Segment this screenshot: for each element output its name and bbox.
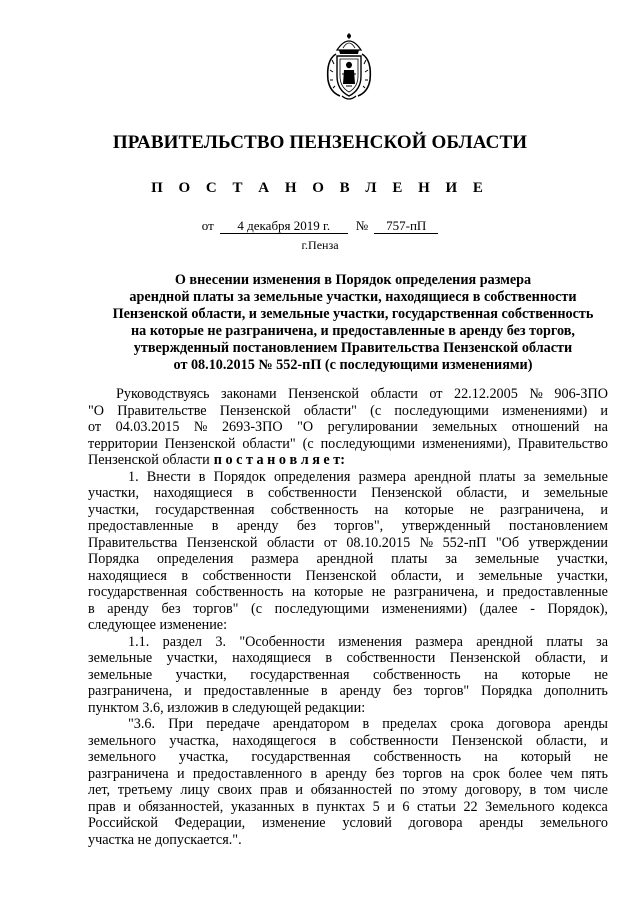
text-line bbox=[88, 568, 608, 585]
word: от bbox=[323, 534, 337, 551]
text-line bbox=[88, 700, 608, 717]
text-line bbox=[88, 485, 608, 502]
word: При bbox=[168, 716, 194, 732]
word: (далее bbox=[479, 600, 518, 617]
word: Порядка bbox=[88, 551, 140, 567]
word: собственность bbox=[373, 749, 462, 765]
word: "3.6. bbox=[128, 716, 156, 732]
word: 5 bbox=[372, 798, 380, 815]
word: Руководствуясь bbox=[116, 386, 210, 402]
word: предоставленные bbox=[203, 683, 309, 699]
heading-line: на которые не разграничена, и предоставленные в аренду без торгов, bbox=[131, 323, 575, 339]
word: земельных bbox=[432, 419, 498, 435]
word: земельные bbox=[474, 551, 540, 567]
word: и bbox=[600, 402, 608, 419]
date-prefix: от bbox=[201, 218, 214, 233]
word: Пензенской bbox=[449, 650, 521, 666]
word: на bbox=[450, 765, 465, 782]
document-type: П О С Т А Н О В Л Е Н И Е bbox=[151, 180, 489, 196]
word: последующими bbox=[274, 600, 370, 617]
word: на bbox=[291, 584, 306, 600]
word: этому bbox=[422, 782, 458, 798]
word: и bbox=[600, 650, 608, 666]
word: срок bbox=[472, 765, 501, 782]
word: Правительстве bbox=[117, 402, 207, 419]
word: за bbox=[523, 468, 536, 485]
word: участка, bbox=[169, 732, 219, 749]
word: аренды bbox=[479, 815, 524, 831]
word: Порядок bbox=[213, 468, 266, 485]
word: области, bbox=[456, 485, 508, 501]
word: территории bbox=[88, 435, 158, 452]
word: находящегося bbox=[232, 732, 317, 749]
word: Пензенской bbox=[164, 435, 236, 452]
word: в bbox=[325, 650, 333, 666]
word: законами bbox=[221, 386, 277, 402]
word: не bbox=[594, 749, 608, 765]
word: изменениями) bbox=[381, 600, 467, 617]
number-prefix: № bbox=[355, 218, 369, 233]
text-line bbox=[88, 683, 608, 700]
word: и bbox=[387, 798, 395, 815]
word: отношений bbox=[511, 419, 580, 435]
word: 1.1. bbox=[128, 633, 150, 650]
word: на bbox=[594, 419, 608, 435]
text-line bbox=[88, 469, 608, 486]
word: торгов bbox=[402, 765, 443, 782]
word: собственность bbox=[195, 584, 284, 600]
word: изменениями) bbox=[502, 402, 588, 419]
word: 552-пП bbox=[442, 534, 487, 551]
word: и bbox=[177, 765, 185, 782]
word: размера bbox=[358, 468, 407, 485]
word: следующее изменение: bbox=[88, 617, 228, 633]
text-line bbox=[88, 749, 608, 766]
word: в bbox=[181, 567, 189, 584]
word: без bbox=[161, 600, 181, 617]
word: арендной bbox=[316, 551, 374, 567]
word: (с bbox=[251, 600, 263, 617]
word: прав bbox=[259, 782, 288, 798]
paragraph bbox=[88, 386, 608, 469]
word: предоставленного bbox=[192, 765, 303, 782]
word: размера bbox=[251, 551, 299, 567]
word: предоставленные bbox=[502, 584, 608, 600]
word: изменения bbox=[338, 633, 403, 650]
word: договора bbox=[408, 815, 463, 831]
text-line bbox=[88, 518, 608, 535]
word: 04.03.2015 bbox=[115, 419, 180, 435]
word: арендной bbox=[476, 633, 534, 650]
word: Федерации, bbox=[174, 815, 246, 831]
word: государственная bbox=[155, 501, 255, 518]
word: срока bbox=[450, 716, 484, 732]
word: пределах bbox=[382, 716, 438, 732]
word: земельные bbox=[543, 485, 608, 501]
word: Пензенской bbox=[451, 732, 523, 749]
word: земельные bbox=[543, 468, 608, 485]
word: которые bbox=[521, 666, 571, 683]
word: Правительство bbox=[517, 435, 608, 452]
text-line bbox=[88, 766, 608, 783]
word: в bbox=[329, 732, 337, 749]
text-line bbox=[88, 502, 608, 519]
word: торгов", bbox=[334, 518, 384, 534]
word: дополнить bbox=[544, 683, 608, 699]
word: лет, bbox=[88, 782, 111, 798]
word: арендатором bbox=[272, 716, 350, 732]
word: Пензенской bbox=[305, 567, 377, 584]
word: более bbox=[508, 765, 543, 782]
word: области bbox=[370, 386, 418, 402]
word: Пензенской bbox=[186, 534, 258, 551]
word: аренду bbox=[325, 765, 367, 782]
word: на bbox=[484, 666, 498, 683]
word: аренду bbox=[236, 518, 279, 534]
paragraph bbox=[88, 716, 608, 848]
word: регулировании bbox=[327, 419, 418, 435]
text-line bbox=[88, 716, 608, 733]
word: который bbox=[520, 749, 572, 765]
word: предоставленные bbox=[88, 518, 194, 534]
word: государственная bbox=[251, 749, 351, 765]
word: за bbox=[596, 633, 608, 650]
word: и bbox=[521, 485, 530, 501]
word: участка, bbox=[178, 749, 229, 765]
word: прав bbox=[88, 798, 116, 815]
word: определения bbox=[156, 551, 234, 567]
word: "Особенности bbox=[239, 633, 325, 650]
text-line bbox=[88, 436, 608, 453]
word: не bbox=[469, 501, 484, 518]
date-number-line bbox=[0, 218, 640, 234]
word: аренду bbox=[107, 600, 149, 617]
word: на bbox=[374, 501, 389, 518]
word: участка не допускается.". bbox=[88, 831, 242, 848]
heading-line: арендной платы за земельные участки, находящиеся в собственности bbox=[129, 289, 577, 305]
word: участки, bbox=[556, 567, 608, 584]
word: находящиеся bbox=[153, 485, 233, 501]
word: собственность bbox=[270, 501, 359, 518]
word: Пензенской области bbox=[88, 452, 210, 468]
word: пунктах bbox=[316, 798, 366, 815]
word: и bbox=[295, 782, 303, 798]
word: Пензенской bbox=[371, 485, 442, 501]
word: в bbox=[362, 716, 370, 732]
text-line bbox=[88, 551, 608, 568]
word: в bbox=[302, 798, 309, 815]
word: в bbox=[198, 468, 206, 485]
government-title: ПРАВИТЕЛЬСТВО ПЕНЗЕНСКОЙ ОБЛАСТИ bbox=[112, 132, 528, 153]
word: размера bbox=[415, 633, 463, 650]
text-line bbox=[88, 799, 608, 816]
coat-of-arms-icon bbox=[322, 30, 376, 102]
word: 906-ЗПО bbox=[554, 386, 608, 402]
word: изменениями), bbox=[422, 435, 511, 452]
word: участки, bbox=[88, 485, 140, 501]
word: собственности bbox=[349, 732, 439, 749]
word: № bbox=[419, 534, 434, 551]
word: "О bbox=[88, 402, 105, 419]
text-line bbox=[88, 452, 608, 469]
word: и bbox=[600, 501, 608, 518]
text-line bbox=[88, 667, 608, 684]
text-line bbox=[88, 650, 608, 667]
heading-line: от 08.10.2015 № 552-пП (с последующими изменениями) bbox=[173, 357, 533, 373]
word: пунктом 3.6, изложив в следующей редакции: bbox=[88, 699, 366, 716]
word: области bbox=[266, 534, 315, 551]
text-line bbox=[88, 617, 608, 634]
word: и bbox=[486, 584, 495, 600]
word: находящиеся bbox=[88, 567, 167, 584]
word: 1. bbox=[128, 468, 139, 485]
word: утверждении bbox=[528, 534, 608, 551]
word: аренду bbox=[339, 683, 382, 699]
word: земельного bbox=[88, 732, 156, 749]
word: собственности bbox=[346, 650, 436, 666]
word: Российской bbox=[88, 815, 158, 831]
word: аренды bbox=[563, 716, 608, 732]
word: по bbox=[399, 782, 415, 798]
word: которые bbox=[314, 584, 364, 600]
word: Правительства bbox=[88, 534, 178, 551]
word: и bbox=[456, 567, 464, 584]
word: договору, bbox=[465, 782, 522, 798]
text-line bbox=[88, 386, 608, 403]
word: государственная bbox=[250, 666, 350, 683]
heading-line: утвержденный постановлением Правительства Пензенской области bbox=[133, 340, 573, 356]
word: в bbox=[88, 600, 95, 617]
word: торгов" bbox=[193, 600, 239, 617]
word: торгов" bbox=[423, 683, 470, 699]
word: в bbox=[320, 683, 328, 699]
word: не bbox=[371, 584, 386, 600]
word: статьи bbox=[417, 798, 456, 815]
text-line bbox=[88, 832, 608, 849]
word: за bbox=[445, 551, 458, 567]
heading-line: О внесении изменения в Порядок определения размера bbox=[174, 272, 532, 288]
word: области" bbox=[242, 435, 296, 452]
text-line bbox=[88, 733, 608, 750]
word: изменение bbox=[261, 815, 326, 831]
paragraph bbox=[88, 469, 608, 634]
document-date: 4 декабря 2019 г. bbox=[220, 219, 348, 234]
text-line bbox=[88, 403, 608, 420]
word: разграничена bbox=[88, 765, 169, 782]
word: условий bbox=[342, 815, 392, 831]
word: числе bbox=[573, 782, 608, 798]
word: утвержденный bbox=[401, 518, 491, 534]
word: чем bbox=[550, 765, 573, 782]
word: (с bbox=[302, 435, 314, 452]
word: (с bbox=[370, 402, 382, 419]
word: 6 bbox=[402, 798, 410, 815]
word: разграничена, bbox=[88, 683, 173, 699]
word: № bbox=[529, 386, 543, 402]
word: последующими bbox=[394, 402, 489, 419]
word: в bbox=[246, 485, 254, 501]
document-number: 757-пП bbox=[374, 219, 438, 234]
word: "Об bbox=[495, 534, 520, 551]
document-heading bbox=[104, 272, 602, 374]
word: пять bbox=[581, 765, 608, 782]
word: 2693-ЗПО bbox=[221, 419, 283, 435]
word: Пензенской bbox=[288, 386, 359, 402]
word: платы bbox=[479, 468, 516, 485]
word: без bbox=[375, 765, 395, 782]
word: передаче bbox=[206, 716, 260, 732]
word: земельные bbox=[478, 567, 543, 584]
word: том bbox=[543, 782, 566, 798]
word: участки, bbox=[556, 551, 608, 567]
word: участки, bbox=[175, 666, 227, 683]
word: и bbox=[184, 683, 192, 699]
word: Земельного bbox=[485, 798, 555, 815]
word: земельные bbox=[88, 666, 153, 683]
word: лицу bbox=[180, 782, 210, 798]
word: последующими bbox=[320, 435, 416, 452]
word: в bbox=[529, 782, 537, 798]
text-line bbox=[88, 815, 608, 832]
word: в bbox=[310, 765, 318, 782]
word: собственности bbox=[267, 485, 357, 501]
word: без bbox=[392, 683, 413, 699]
word: области, bbox=[390, 567, 442, 584]
word: находящиеся bbox=[232, 650, 311, 666]
word: раздел bbox=[162, 633, 202, 650]
word: "О bbox=[297, 419, 314, 435]
word: обязанностей, bbox=[138, 798, 224, 815]
word: платы bbox=[391, 551, 428, 567]
text-line bbox=[88, 535, 608, 552]
word: договора bbox=[496, 716, 551, 732]
word: 22 bbox=[463, 798, 478, 815]
word: от bbox=[429, 386, 443, 402]
word: не bbox=[594, 666, 608, 683]
text-line bbox=[88, 601, 608, 618]
word: постановлением bbox=[508, 518, 608, 534]
word: и bbox=[123, 798, 131, 815]
word: п о с т а н о в л я е т: bbox=[213, 452, 345, 468]
word: арендной bbox=[414, 468, 471, 485]
word: № bbox=[193, 419, 208, 435]
word: от bbox=[88, 419, 102, 435]
word: 3. bbox=[215, 633, 226, 650]
word: земельного bbox=[540, 815, 608, 831]
paragraph bbox=[88, 634, 608, 717]
word: и bbox=[600, 732, 608, 749]
word: без bbox=[296, 518, 316, 534]
word: кодекса bbox=[562, 798, 608, 815]
word: указанных bbox=[230, 798, 295, 815]
document-body bbox=[88, 386, 608, 848]
word: платы bbox=[546, 633, 583, 650]
word: собственность bbox=[372, 666, 461, 683]
word: разграничена, bbox=[499, 501, 585, 518]
word: на bbox=[483, 749, 498, 765]
word: области, bbox=[535, 732, 587, 749]
word: земельные bbox=[88, 650, 153, 666]
text-line bbox=[88, 419, 608, 436]
word: области, bbox=[534, 650, 586, 666]
word: в bbox=[211, 518, 219, 534]
word: Порядок), bbox=[547, 600, 608, 617]
word: 08.10.2015 bbox=[346, 534, 411, 551]
word: 22.12.2005 bbox=[453, 386, 518, 402]
word: участки, bbox=[166, 650, 218, 666]
word: своих bbox=[217, 782, 253, 798]
word: определения bbox=[273, 468, 351, 485]
text-line bbox=[88, 634, 608, 651]
text-line bbox=[88, 782, 608, 799]
word: участки, bbox=[88, 501, 140, 518]
word: обязанностей bbox=[310, 782, 393, 798]
document-city: г.Пенза bbox=[301, 238, 339, 252]
word: Порядка bbox=[481, 683, 533, 699]
heading-line: Пензенской области, и земельные участки, государственная собственность bbox=[112, 306, 594, 322]
word: разграничена, bbox=[393, 584, 479, 600]
word: собственности bbox=[202, 567, 292, 584]
word: - bbox=[530, 600, 535, 617]
word: которые bbox=[404, 501, 454, 518]
word: земельного bbox=[88, 749, 156, 765]
word: Пензенской bbox=[219, 402, 291, 419]
word: государственная bbox=[88, 584, 188, 600]
word: третьему bbox=[117, 782, 173, 798]
text-line bbox=[88, 584, 608, 601]
word: Внести bbox=[146, 468, 191, 485]
word: области" bbox=[303, 402, 357, 419]
